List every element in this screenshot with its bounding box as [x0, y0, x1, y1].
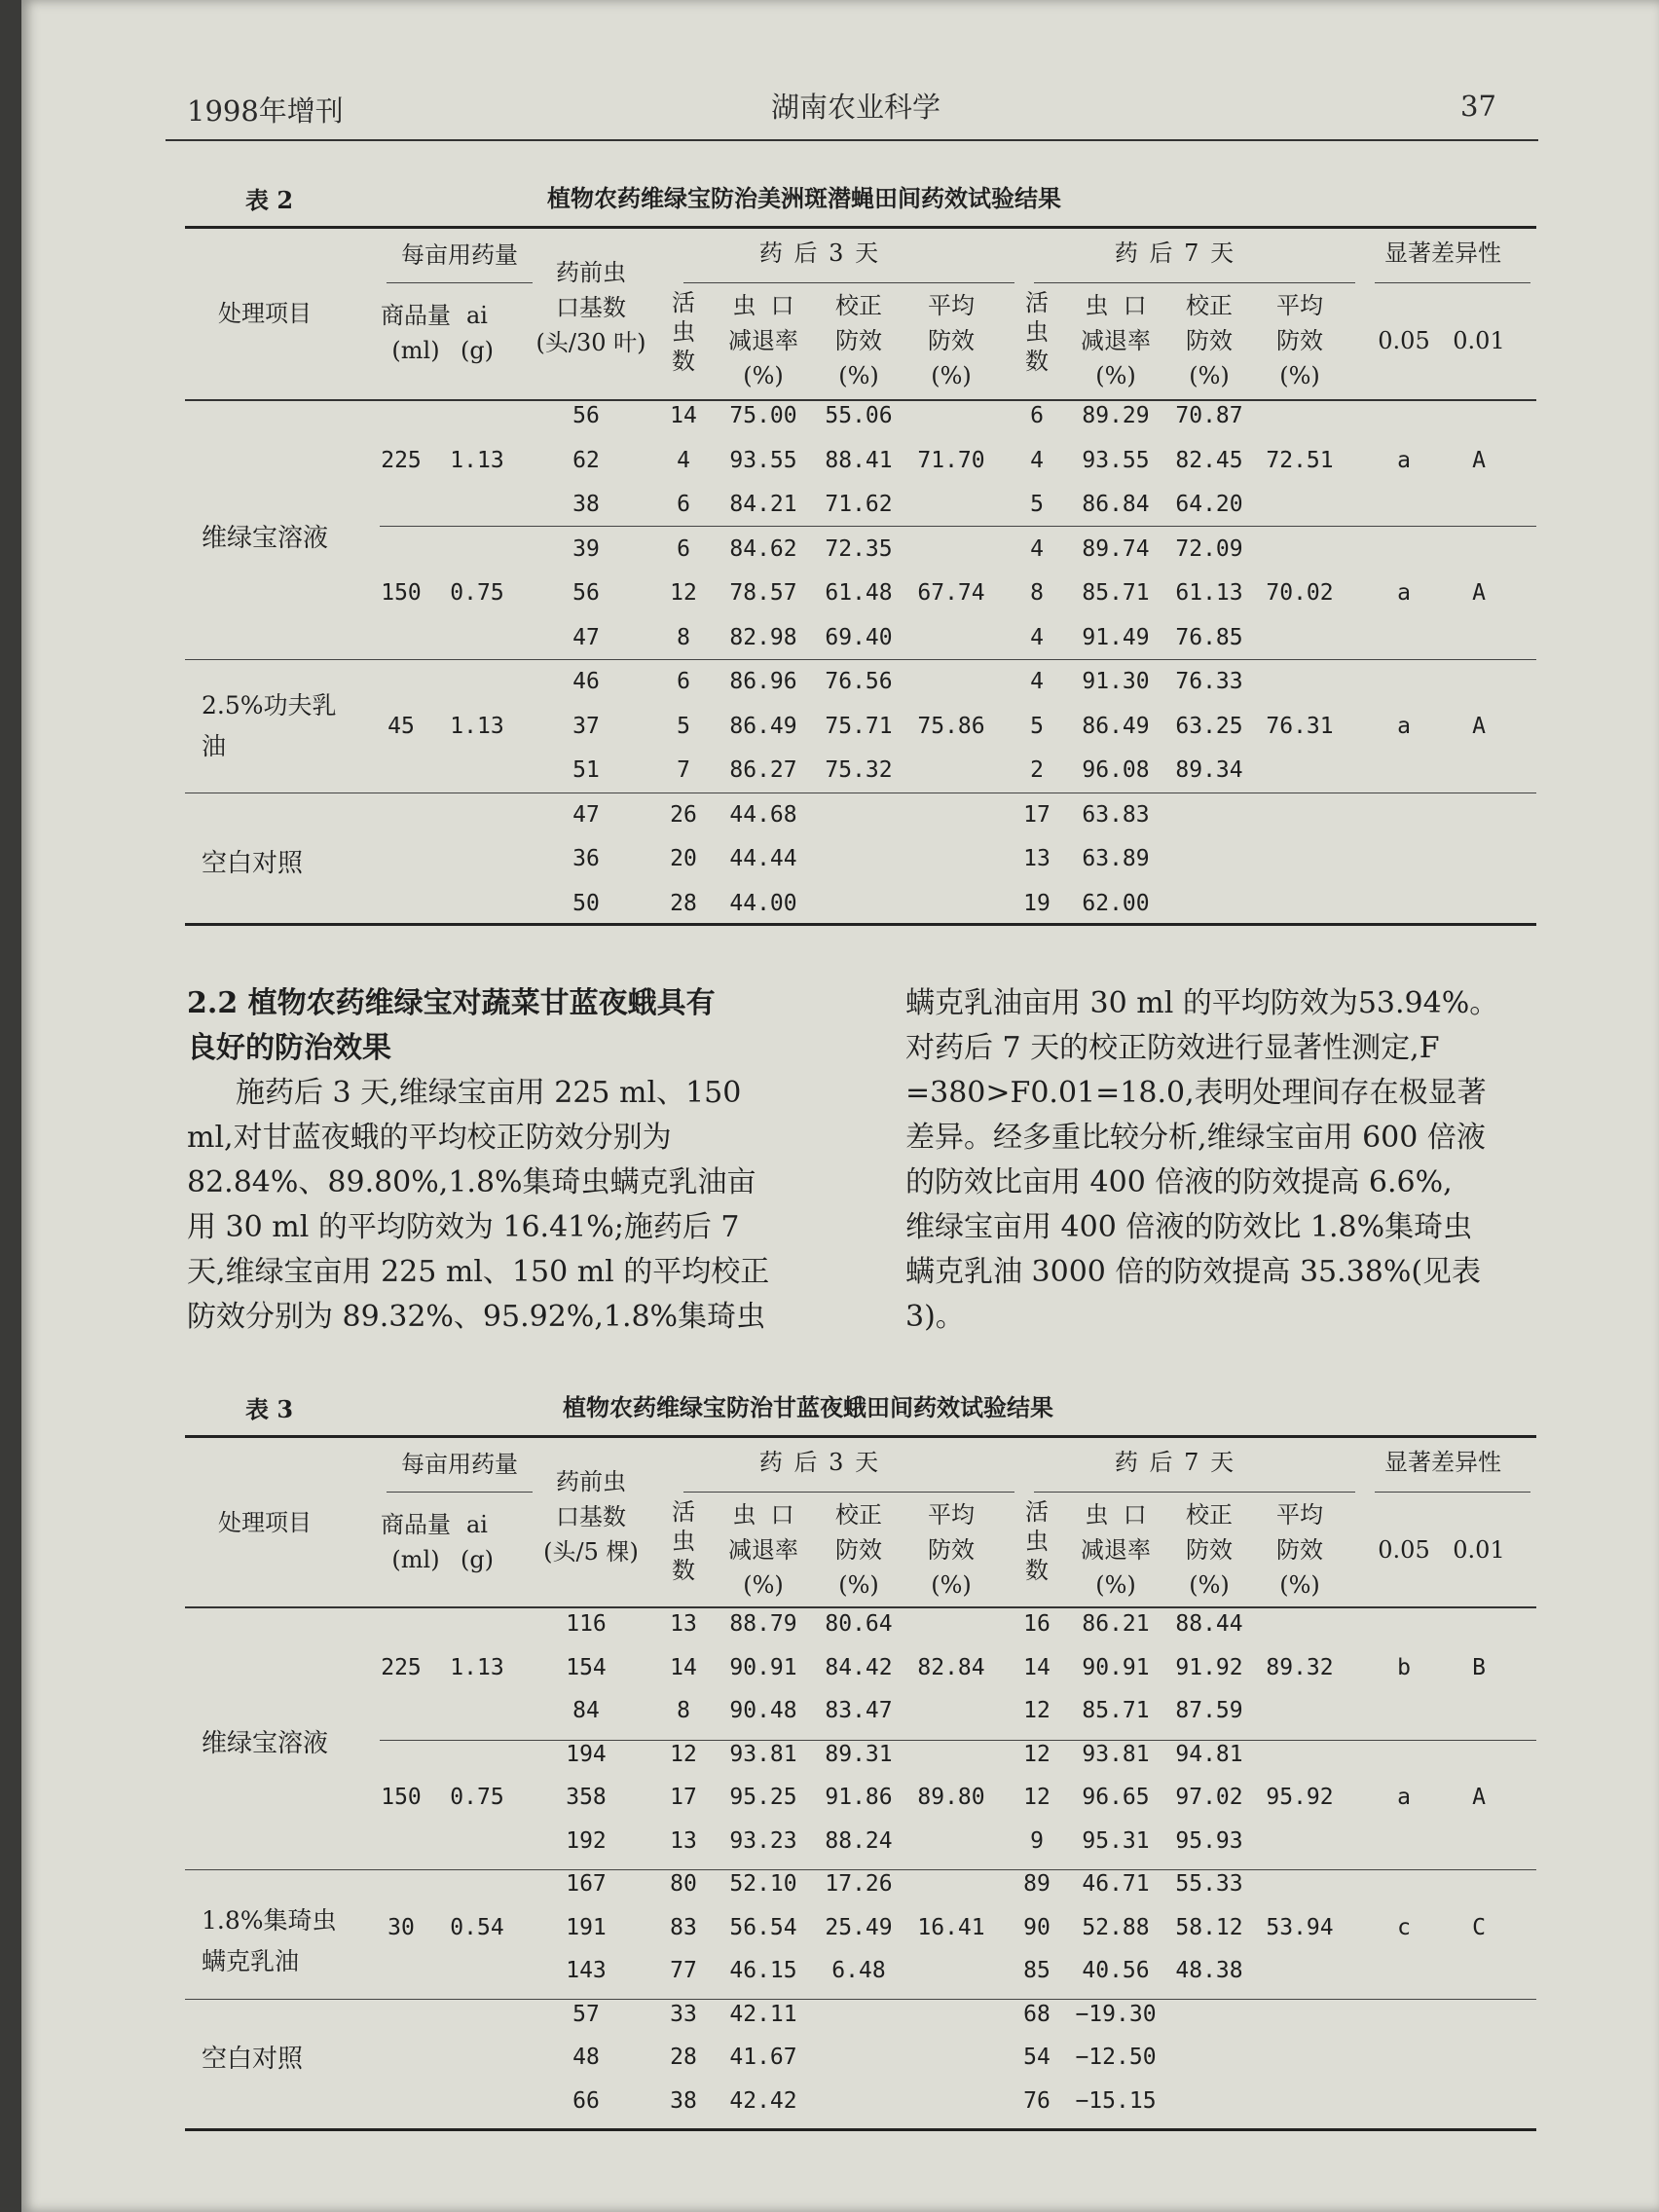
table3-cell: 82.84: [917, 1654, 985, 1680]
table2-cell: 0.75: [450, 580, 504, 606]
table3-cell: 9: [1030, 1827, 1044, 1854]
book-binding-shadow: [0, 0, 21, 2212]
table3-cell: 89.32: [1266, 1654, 1334, 1680]
table3-head-p01: 0.01: [1453, 1536, 1505, 1564]
table3-treatment-control: 空白对照: [202, 2045, 304, 2074]
table2-cell: 36: [572, 846, 600, 871]
table2-cell: 62: [572, 447, 600, 473]
table2-treatment-gongfu: 2.5%功夫乳 油: [202, 691, 337, 760]
table3-head-treatment: 处理项目: [218, 1509, 312, 1536]
table3-cell: 14: [1023, 1654, 1051, 1680]
table2-treatment-control: 空白对照: [202, 849, 304, 878]
table3-cell: 12: [1023, 1698, 1051, 1723]
table3-cell: 93.81: [729, 1741, 797, 1767]
table3-cell: 91.92: [1175, 1654, 1243, 1680]
table3-cell: 17.26: [825, 1871, 893, 1897]
table2-subhead-dec: 虫 口 减退率 (%): [728, 292, 798, 389]
table3-top-rule: [185, 1435, 1536, 1438]
table2-cell: 50: [572, 890, 600, 916]
table3-cell: 86.21: [1082, 1611, 1150, 1637]
table2-cell: 6: [677, 535, 690, 562]
table3-cell: 96.65: [1082, 1785, 1150, 1810]
table3-cell: 6.48: [831, 1958, 886, 1983]
table3-cell: 95.93: [1175, 1827, 1243, 1854]
table2-cell: 44.68: [729, 801, 797, 828]
table3-cell: 143: [566, 1958, 607, 1983]
table2-cell: 38: [572, 492, 600, 517]
table3-head-p05: 0.05: [1378, 1536, 1430, 1564]
table3-cell: −19.30: [1075, 2001, 1157, 2027]
table3-head-base: 药前虫 口基数 (头/5 棵): [543, 1468, 639, 1566]
table2-cell: 93.55: [729, 447, 797, 473]
table3-cell: 97.02: [1175, 1785, 1243, 1810]
table2-cell: 56: [572, 580, 600, 606]
right-column-line: 维绿宝亩用 400 倍液的防效比 1.8%集琦虫: [905, 1210, 1473, 1244]
table2-cell: 225: [381, 447, 422, 473]
table3-cell: 16: [1023, 1611, 1051, 1637]
table3-cell: 95.25: [729, 1785, 797, 1810]
table2-cell: 89.34: [1175, 757, 1243, 783]
table2-group-rule-1: [380, 526, 1536, 527]
table2-cell: 63.25: [1175, 713, 1243, 739]
left-column-line: 防效分别为 89.32%、95.92%,1.8%集琦虫: [187, 1300, 766, 1334]
table3-subhead-live7: 活 虫 数: [1025, 1498, 1049, 1584]
table2-cell: 5: [1030, 492, 1044, 517]
table2-cell: 150: [381, 580, 422, 606]
table3-signif-underline: [1375, 1492, 1530, 1493]
journal-page: [21, 0, 1659, 2212]
right-column-line: 的防效比亩用 400 倍液的防效提高 6.6%,: [905, 1165, 1453, 1199]
table3-dose-product: 30: [387, 1914, 415, 1940]
table3-cell: 28: [670, 2045, 697, 2070]
table3-subhead-avg: 平均 防效 (%): [928, 1501, 975, 1599]
table2-cell: 4: [677, 447, 690, 473]
table3-cell: 76: [1023, 2087, 1051, 2114]
table2-cell: 85.71: [1082, 580, 1150, 606]
table3-cell: 14: [670, 1654, 697, 1680]
table3-subhead-dec7: 虫 口 减退率 (%): [1081, 1501, 1151, 1599]
table2-cell: 91.49: [1082, 624, 1150, 650]
table2-cell: 64.20: [1175, 492, 1243, 517]
table2-subhead-dec7: 虫 口 减退率 (%): [1081, 292, 1151, 389]
page-number: 37: [1460, 90, 1496, 123]
left-column-line: ml,对甘蓝夜蛾的平均校正防效分别为: [187, 1121, 672, 1155]
table2-cell: 4: [1030, 447, 1044, 473]
table2-cell: 63.83: [1082, 801, 1150, 828]
table3-cell: 66: [572, 2087, 600, 2114]
table2-cell: 5: [677, 713, 690, 739]
left-column-line: 用 30 ml 的平均防效为 16.41%;施药后 7: [187, 1210, 740, 1244]
table2-dose-underline: [387, 282, 533, 283]
table3-head-ai: ai (g): [460, 1511, 495, 1573]
table3-cell: 42.11: [729, 2001, 797, 2027]
table3-cell: 84.42: [825, 1654, 893, 1680]
table2-bottom-rule: [185, 923, 1536, 926]
table2-cell: 89.74: [1082, 535, 1150, 562]
table2-cell: 56: [572, 403, 600, 428]
table2-cell: 14: [670, 403, 697, 428]
table3-cell: 8: [677, 1698, 690, 1723]
table2-treatment-weilvbao: 维绿宝溶液: [202, 524, 329, 553]
table3-cell: 116: [566, 1611, 607, 1637]
table3-cell: 41.67: [729, 2045, 797, 2070]
table3-header-bottom-rule: [185, 1606, 1536, 1608]
table2-cell: a: [1397, 713, 1411, 739]
table3-cell: 90.91: [729, 1654, 797, 1680]
table2-cell: a: [1397, 447, 1411, 473]
table2-cell: 8: [1030, 580, 1044, 606]
table2-cell: 6: [1030, 403, 1044, 428]
left-column-line: 天,维绿宝亩用 225 ml、150 ml 的平均校正: [187, 1255, 770, 1289]
table2-title: 植物农药维绿宝防治美洲斑潜蝇田间药效试验结果: [547, 184, 1061, 212]
table2-cell: a: [1397, 580, 1411, 606]
table3-head-signif: 显著差异性: [1384, 1449, 1501, 1476]
table2-subhead-avg7: 平均 防效 (%): [1276, 292, 1323, 389]
table3-cell: 58.12: [1175, 1914, 1243, 1940]
table3-cell: 91.86: [825, 1785, 893, 1810]
table2-subhead-corr7: 校正 防效 (%): [1186, 292, 1233, 389]
table2-cell: 93.55: [1082, 447, 1150, 473]
table2-cell: 84.21: [729, 492, 797, 517]
table3-cell: 95.92: [1266, 1785, 1334, 1810]
table3-title: 植物农药维绿宝防治甘蓝夜蛾田间药效试验结果: [563, 1393, 1053, 1421]
table2-cell: 44.44: [729, 846, 797, 871]
left-column-line: 82.84%、89.80%,1.8%集琦虫螨克乳油亩: [187, 1165, 756, 1199]
table2-cell: 7: [677, 757, 690, 783]
table2-cell: A: [1472, 447, 1486, 473]
table2-cell: 75.71: [825, 713, 893, 739]
table2-cell: 69.40: [825, 624, 893, 650]
table2-cell: A: [1472, 580, 1486, 606]
table3-cell: 87.59: [1175, 1698, 1243, 1723]
table3-cell: 89.80: [917, 1785, 985, 1810]
table3-cell: −15.15: [1075, 2087, 1157, 2114]
table3-dose-underline: [387, 1492, 533, 1493]
table2-cell: 72.09: [1175, 535, 1243, 562]
table3-subhead-dec: 虫 口 减退率 (%): [728, 1501, 798, 1599]
table3-subhead-live: 活 虫 数: [672, 1498, 695, 1584]
table2-cell: 76.56: [825, 669, 893, 694]
table3-label: 表 3: [245, 1395, 294, 1423]
table2-cell: 86.49: [729, 713, 797, 739]
table3-day7-underline: [1034, 1492, 1355, 1493]
table2-cell: 6: [677, 669, 690, 694]
table3-cell: C: [1472, 1914, 1486, 1940]
table3-cell: 42.42: [729, 2087, 797, 2114]
right-column-line: 差异。经多重比较分析,维绿宝亩用 600 倍液: [905, 1121, 1486, 1155]
table2-cell: 78.57: [729, 580, 797, 606]
table2-subhead-live7: 活 虫 数: [1025, 289, 1049, 375]
table3-cell: c: [1397, 1914, 1411, 1940]
table3-group-rule-3: [185, 1999, 1536, 2000]
table2-cell: 82.98: [729, 624, 797, 650]
table2-cell: 72.35: [825, 535, 893, 562]
table2-cell: 75.32: [825, 757, 893, 783]
right-column-line: 对药后 7 天的校正防效进行显著性测定,F: [905, 1031, 1440, 1065]
table2-head-dose: 每亩用药量: [401, 241, 518, 269]
table3-cell: 88.79: [729, 1611, 797, 1637]
table3-cell: 80.64: [825, 1611, 893, 1637]
table2-cell: 4: [1030, 669, 1044, 694]
table3-cell: 191: [566, 1914, 607, 1940]
table3-cell: 48.38: [1175, 1958, 1243, 1983]
table3-subhead-corr7: 校正 防效 (%): [1186, 1501, 1233, 1599]
table2-cell: 28: [670, 890, 697, 916]
table3-dose-ai: 1.13: [450, 1654, 504, 1680]
table3-dose-ai: 0.75: [450, 1785, 504, 1810]
table3-cell: 12: [670, 1741, 697, 1767]
table2-cell: 61.13: [1175, 580, 1243, 606]
table3-bottom-rule: [185, 2128, 1536, 2131]
table2-cell: 37: [572, 713, 600, 739]
table2-cell: 71.62: [825, 492, 893, 517]
table3-cell: 46.71: [1082, 1871, 1150, 1897]
table3-cell: 194: [566, 1741, 607, 1767]
table2-cell: 91.30: [1082, 669, 1150, 694]
table2-head-day7: 药 后 7 天: [1114, 240, 1236, 267]
table3-cell: 85.71: [1082, 1698, 1150, 1723]
section-heading-2-2: 2.2 植物农药维绿宝对蔬菜甘蓝夜蛾具有: [187, 986, 716, 1020]
table3-cell: 93.81: [1082, 1741, 1150, 1767]
table3-cell: B: [1472, 1654, 1486, 1680]
table2-header-bottom-rule: [185, 399, 1536, 401]
table2-cell: 86.84: [1082, 492, 1150, 517]
table2-cell: 96.08: [1082, 757, 1150, 783]
table2-cell: 70.87: [1175, 403, 1243, 428]
table3-cell: 12: [1023, 1785, 1051, 1810]
table2-cell: 12: [670, 580, 697, 606]
table3-cell: 52.10: [729, 1871, 797, 1897]
table2-cell: 82.45: [1175, 447, 1243, 473]
table3-cell: 83.47: [825, 1698, 893, 1723]
table2-cell: 2: [1030, 757, 1044, 783]
table3-cell: 358: [566, 1785, 607, 1810]
table2-cell: 67.74: [917, 580, 985, 606]
table2-cell: 4: [1030, 624, 1044, 650]
table3-treatment-jiqi: 1.8%集琦虫 螨克乳油: [202, 1906, 337, 1975]
table2-cell: 1.13: [450, 447, 504, 473]
table2-cell: 89.29: [1082, 403, 1150, 428]
table2-subhead-live: 活 虫 数: [672, 289, 695, 375]
table3-cell: 54: [1023, 2045, 1051, 2070]
table2-cell: 55.06: [825, 403, 893, 428]
table2-cell: 20: [670, 846, 697, 871]
header-rule: [166, 139, 1538, 141]
table2-cell: 45: [387, 713, 415, 739]
table3-cell: 68: [1023, 2001, 1051, 2027]
table3-cell: 85: [1023, 1958, 1051, 1983]
table3-cell: 80: [670, 1871, 697, 1897]
running-header-year: 1998年增刊: [187, 94, 344, 128]
table3-dose-ai: 0.54: [450, 1914, 504, 1940]
table2-head-ai: ai (g): [460, 302, 495, 364]
table2-subhead-avg: 平均 防效 (%): [928, 292, 975, 389]
table2-head-treatment: 处理项目: [218, 300, 312, 327]
table3-subhead-avg7: 平均 防效 (%): [1276, 1501, 1323, 1599]
table3-group-rule-2: [185, 1869, 1536, 1870]
table2-group-rule-2: [185, 659, 1536, 660]
table2-cell: 75.00: [729, 403, 797, 428]
table2-cell: 51: [572, 757, 600, 783]
table2-cell: 39: [572, 535, 600, 562]
running-header-journal: 湖南农业科学: [771, 91, 941, 124]
table2-cell: 63.89: [1082, 846, 1150, 871]
table2-cell: 47: [572, 801, 600, 828]
table3-day3-underline: [683, 1492, 1014, 1493]
table3-cell: 16.41: [917, 1914, 985, 1940]
table2-cell: 62.00: [1082, 890, 1150, 916]
right-column-line: 3)。: [905, 1300, 965, 1334]
table2-top-rule: [185, 226, 1536, 229]
table3-cell: 38: [670, 2087, 697, 2114]
table3-cell: −12.50: [1075, 2045, 1157, 2070]
table2-cell: 44.00: [729, 890, 797, 916]
table3-dose-product: 225: [381, 1654, 422, 1680]
table2-cell: 70.02: [1266, 580, 1334, 606]
table3-cell: A: [1472, 1785, 1486, 1810]
table2-label: 表 2: [245, 186, 294, 214]
table2-cell: 61.48: [825, 580, 893, 606]
table3-cell: 94.81: [1175, 1741, 1243, 1767]
table2-head-p05: 0.05: [1378, 327, 1430, 354]
table2-cell: A: [1472, 713, 1486, 739]
right-column-line: =380>F0.01=18.0,表明处理间存在极显著: [905, 1076, 1487, 1110]
table2-day3-underline: [683, 282, 1014, 283]
table3-cell: a: [1397, 1785, 1411, 1810]
left-column-line: 施药后 3 天,维绿宝亩用 225 ml、150: [236, 1076, 742, 1110]
table2-cell: 72.51: [1266, 447, 1334, 473]
table3-cell: 40.56: [1082, 1958, 1150, 1983]
table3-cell: 53.94: [1266, 1914, 1334, 1940]
table2-cell: 5: [1030, 713, 1044, 739]
table3-cell: 33: [670, 2001, 697, 2027]
table2-subhead-corr: 校正 防效 (%): [835, 292, 882, 389]
table2-cell: 71.70: [917, 447, 985, 473]
table3-head-day7: 药 后 7 天: [1114, 1449, 1236, 1476]
table3-cell: 57: [572, 2001, 600, 2027]
table2-cell: 76.85: [1175, 624, 1243, 650]
table2-head-product: 商品量 (ml): [381, 302, 451, 364]
table3-cell: 13: [670, 1827, 697, 1854]
table3-cell: 46.15: [729, 1958, 797, 1983]
table2-head-p01: 0.01: [1453, 327, 1505, 354]
table2-head-signif: 显著差异性: [1384, 240, 1501, 267]
table3-group-rule-1: [380, 1740, 1536, 1741]
table3-cell: 88.24: [825, 1827, 893, 1854]
table3-subhead-corr: 校正 防效 (%): [835, 1501, 882, 1599]
table2-cell: 86.96: [729, 669, 797, 694]
table3-cell: 56.54: [729, 1914, 797, 1940]
table2-cell: 19: [1023, 890, 1051, 916]
table3-treatment-weilvbao: 维绿宝溶液: [202, 1729, 329, 1758]
table2-cell: 86.27: [729, 757, 797, 783]
table2-cell: 8: [677, 624, 690, 650]
table2-cell: 46: [572, 669, 600, 694]
table2-head-day3: 药 后 3 天: [758, 240, 881, 267]
table3-cell: 77: [670, 1958, 697, 1983]
table2-cell: 4: [1030, 535, 1044, 562]
table2-head-base: 药前虫 口基数 (头/30 叶): [535, 259, 646, 356]
table3-head-product: 商品量 (ml): [381, 1511, 451, 1573]
table3-dose-product: 150: [381, 1785, 422, 1810]
right-column-line: 螨克乳油亩用 30 ml 的平均防效为53.94%。: [905, 986, 1499, 1020]
table3-cell: 90: [1023, 1914, 1051, 1940]
right-column-line: 螨克乳油 3000 倍的防效提高 35.38%(见表: [905, 1255, 1482, 1289]
table2-cell: 76.33: [1175, 669, 1243, 694]
table3-cell: 55.33: [1175, 1871, 1243, 1897]
table3-cell: 90.91: [1082, 1654, 1150, 1680]
table3-cell: 95.31: [1082, 1827, 1150, 1854]
table3-cell: 84: [572, 1698, 600, 1723]
table2-signif-underline: [1375, 282, 1530, 283]
table3-cell: 93.23: [729, 1827, 797, 1854]
table3-cell: 52.88: [1082, 1914, 1150, 1940]
table2-cell: 1.13: [450, 713, 504, 739]
table2-cell: 17: [1023, 801, 1051, 828]
table3-cell: 83: [670, 1914, 697, 1940]
table2-cell: 47: [572, 624, 600, 650]
table3-cell: 88.44: [1175, 1611, 1243, 1637]
table2-day7-underline: [1034, 282, 1355, 283]
table3-cell: 25.49: [825, 1914, 893, 1940]
table3-cell: 17: [670, 1785, 697, 1810]
table2-cell: 26: [670, 801, 697, 828]
table3-cell: 154: [566, 1654, 607, 1680]
table2-cell: 86.49: [1082, 713, 1150, 739]
table3-head-day3: 药 后 3 天: [758, 1449, 881, 1476]
table2-cell: 75.86: [917, 713, 985, 739]
table3-cell: 48: [572, 2045, 600, 2070]
table3-cell: 167: [566, 1871, 607, 1897]
section-heading-2-2-cont: 良好的防治效果: [187, 1031, 391, 1065]
table2-cell: 88.41: [825, 447, 893, 473]
table3-cell: 89: [1023, 1871, 1051, 1897]
table2-cell: 84.62: [729, 535, 797, 562]
table3-cell: 90.48: [729, 1698, 797, 1723]
table2-cell: 6: [677, 492, 690, 517]
table3-cell: 89.31: [825, 1741, 893, 1767]
table3-cell: 12: [1023, 1741, 1051, 1767]
table2-cell: 13: [1023, 846, 1051, 871]
table3-cell: 192: [566, 1827, 607, 1854]
table2-cell: 76.31: [1266, 713, 1334, 739]
table3-head-dose: 每亩用药量: [401, 1451, 518, 1478]
table3-cell: 13: [670, 1611, 697, 1637]
table3-cell: b: [1397, 1654, 1411, 1680]
